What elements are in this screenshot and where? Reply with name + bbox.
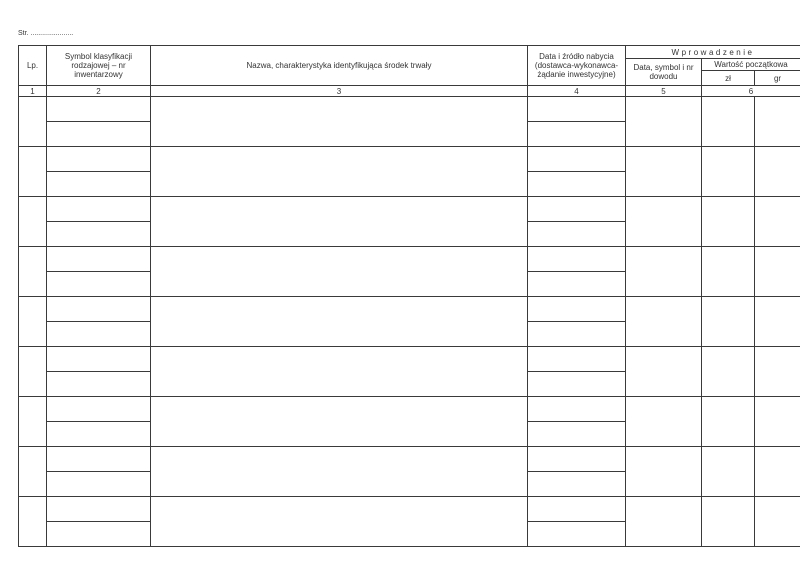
acquisition-date-cell[interactable] — [528, 97, 626, 122]
value-zl-cell[interactable] — [702, 297, 755, 347]
acquisition-date-cell[interactable] — [528, 147, 626, 172]
value-zl-cell[interactable] — [702, 97, 755, 147]
value-zl-cell[interactable] — [702, 197, 755, 247]
value-gr-cell[interactable] — [755, 447, 800, 497]
header-acquisition-source: Data i źródło nabycia (dostawca-wykonawca-żądanie inwestycyjne) — [528, 46, 626, 86]
document-cell[interactable] — [626, 297, 702, 347]
lp-cell[interactable] — [19, 247, 47, 297]
column-number-6: 6 — [702, 86, 800, 97]
symbol-cell[interactable] — [47, 297, 151, 322]
lp-cell[interactable] — [19, 497, 47, 547]
document-cell[interactable] — [626, 97, 702, 147]
acquisition-source-cell[interactable] — [528, 322, 626, 347]
table-row — [19, 397, 800, 422]
symbol-cell[interactable] — [47, 497, 151, 522]
inventory-number-cell[interactable] — [47, 322, 151, 347]
value-gr-cell[interactable] — [755, 97, 800, 147]
header-wprowadzenie: Wprowadzenie — [626, 46, 800, 59]
document-cell[interactable] — [626, 447, 702, 497]
symbol-cell[interactable] — [47, 347, 151, 372]
symbol-cell[interactable] — [47, 447, 151, 472]
table-row — [19, 147, 800, 172]
column-number-3: 3 — [151, 86, 528, 97]
column-number-4: 4 — [528, 86, 626, 97]
symbol-cell[interactable] — [47, 397, 151, 422]
value-zl-cell[interactable] — [702, 347, 755, 397]
acquisition-date-cell[interactable] — [528, 397, 626, 422]
acquisition-date-cell[interactable] — [528, 297, 626, 322]
acquisition-date-cell[interactable] — [528, 347, 626, 372]
document-cell[interactable] — [626, 497, 702, 547]
fixed-asset-register-table — [18, 45, 800, 547]
name-cell[interactable] — [151, 497, 528, 547]
header-gr: gr — [755, 71, 800, 86]
value-gr-cell[interactable] — [755, 497, 800, 547]
symbol-cell[interactable] — [47, 247, 151, 272]
inventory-number-cell[interactable] — [47, 172, 151, 197]
page-number-field[interactable]: Str. ...................... — [18, 30, 74, 37]
value-zl-cell[interactable] — [702, 247, 755, 297]
register-entries — [19, 97, 800, 547]
symbol-cell[interactable] — [47, 147, 151, 172]
inventory-number-cell[interactable] — [47, 472, 151, 497]
document-cell[interactable] — [626, 397, 702, 447]
lp-cell[interactable] — [19, 197, 47, 247]
lp-cell[interactable] — [19, 297, 47, 347]
header-document: Data, symbol i nr dowodu — [626, 59, 702, 86]
acquisition-source-cell[interactable] — [528, 372, 626, 397]
table-row — [19, 347, 800, 372]
header-zl: zł — [702, 71, 755, 86]
name-cell[interactable] — [151, 97, 528, 147]
value-zl-cell[interactable] — [702, 497, 755, 547]
column-number-5: 5 — [626, 86, 702, 97]
name-cell[interactable] — [151, 297, 528, 347]
inventory-number-cell[interactable] — [47, 372, 151, 397]
acquisition-source-cell[interactable] — [528, 272, 626, 297]
inventory-number-cell[interactable] — [47, 422, 151, 447]
symbol-cell[interactable] — [47, 97, 151, 122]
inventory-number-cell[interactable] — [47, 122, 151, 147]
header-initial-value: Wartość początkowa — [702, 59, 800, 71]
table-row — [19, 197, 800, 222]
header-lp: Lp. — [19, 46, 47, 86]
value-gr-cell[interactable] — [755, 397, 800, 447]
acquisition-source-cell[interactable] — [528, 222, 626, 247]
value-gr-cell[interactable] — [755, 147, 800, 197]
name-cell[interactable] — [151, 447, 528, 497]
name-cell[interactable] — [151, 347, 528, 397]
value-gr-cell[interactable] — [755, 347, 800, 397]
value-zl-cell[interactable] — [702, 397, 755, 447]
acquisition-date-cell[interactable] — [528, 247, 626, 272]
inventory-number-cell[interactable] — [47, 522, 151, 547]
table-row — [19, 297, 800, 322]
value-gr-cell[interactable] — [755, 197, 800, 247]
fixed-asset-register-table-wrap — [18, 45, 800, 554]
value-zl-cell[interactable] — [702, 147, 755, 197]
acquisition-date-cell[interactable] — [528, 447, 626, 472]
value-gr-cell[interactable] — [755, 247, 800, 297]
table-row — [19, 97, 800, 122]
document-cell[interactable] — [626, 247, 702, 297]
symbol-cell[interactable] — [47, 197, 151, 222]
acquisition-date-cell[interactable] — [528, 197, 626, 222]
header-symbol: Symbol klasyfikacji rodzajowej – nr inwentarzowy — [47, 46, 151, 86]
lp-cell[interactable] — [19, 347, 47, 397]
name-cell[interactable] — [151, 197, 528, 247]
document-cell[interactable] — [626, 347, 702, 397]
acquisition-date-cell[interactable] — [528, 497, 626, 522]
inventory-number-cell[interactable] — [47, 222, 151, 247]
column-number-2: 2 — [47, 86, 151, 97]
table-row — [19, 497, 800, 522]
value-zl-cell[interactable] — [702, 447, 755, 497]
table-row — [19, 447, 800, 472]
column-number-1: 1 — [19, 86, 47, 97]
name-cell[interactable] — [151, 397, 528, 447]
document-cell[interactable] — [626, 197, 702, 247]
acquisition-source-cell[interactable] — [528, 172, 626, 197]
acquisition-source-cell[interactable] — [528, 422, 626, 447]
document-cell[interactable] — [626, 147, 702, 197]
header-name: Nazwa, charakterystyka identyfikująca środek trwały — [151, 46, 528, 86]
acquisition-source-cell[interactable] — [528, 522, 626, 547]
acquisition-source-cell[interactable] — [528, 472, 626, 497]
name-cell[interactable] — [151, 147, 528, 197]
table-row — [19, 247, 800, 272]
value-gr-cell[interactable] — [755, 297, 800, 347]
acquisition-source-cell[interactable] — [528, 122, 626, 147]
lp-cell[interactable] — [19, 147, 47, 197]
lp-cell[interactable] — [19, 97, 47, 147]
name-cell[interactable] — [151, 247, 528, 297]
inventory-number-cell[interactable] — [47, 272, 151, 297]
lp-cell[interactable] — [19, 447, 47, 497]
lp-cell[interactable] — [19, 397, 47, 447]
